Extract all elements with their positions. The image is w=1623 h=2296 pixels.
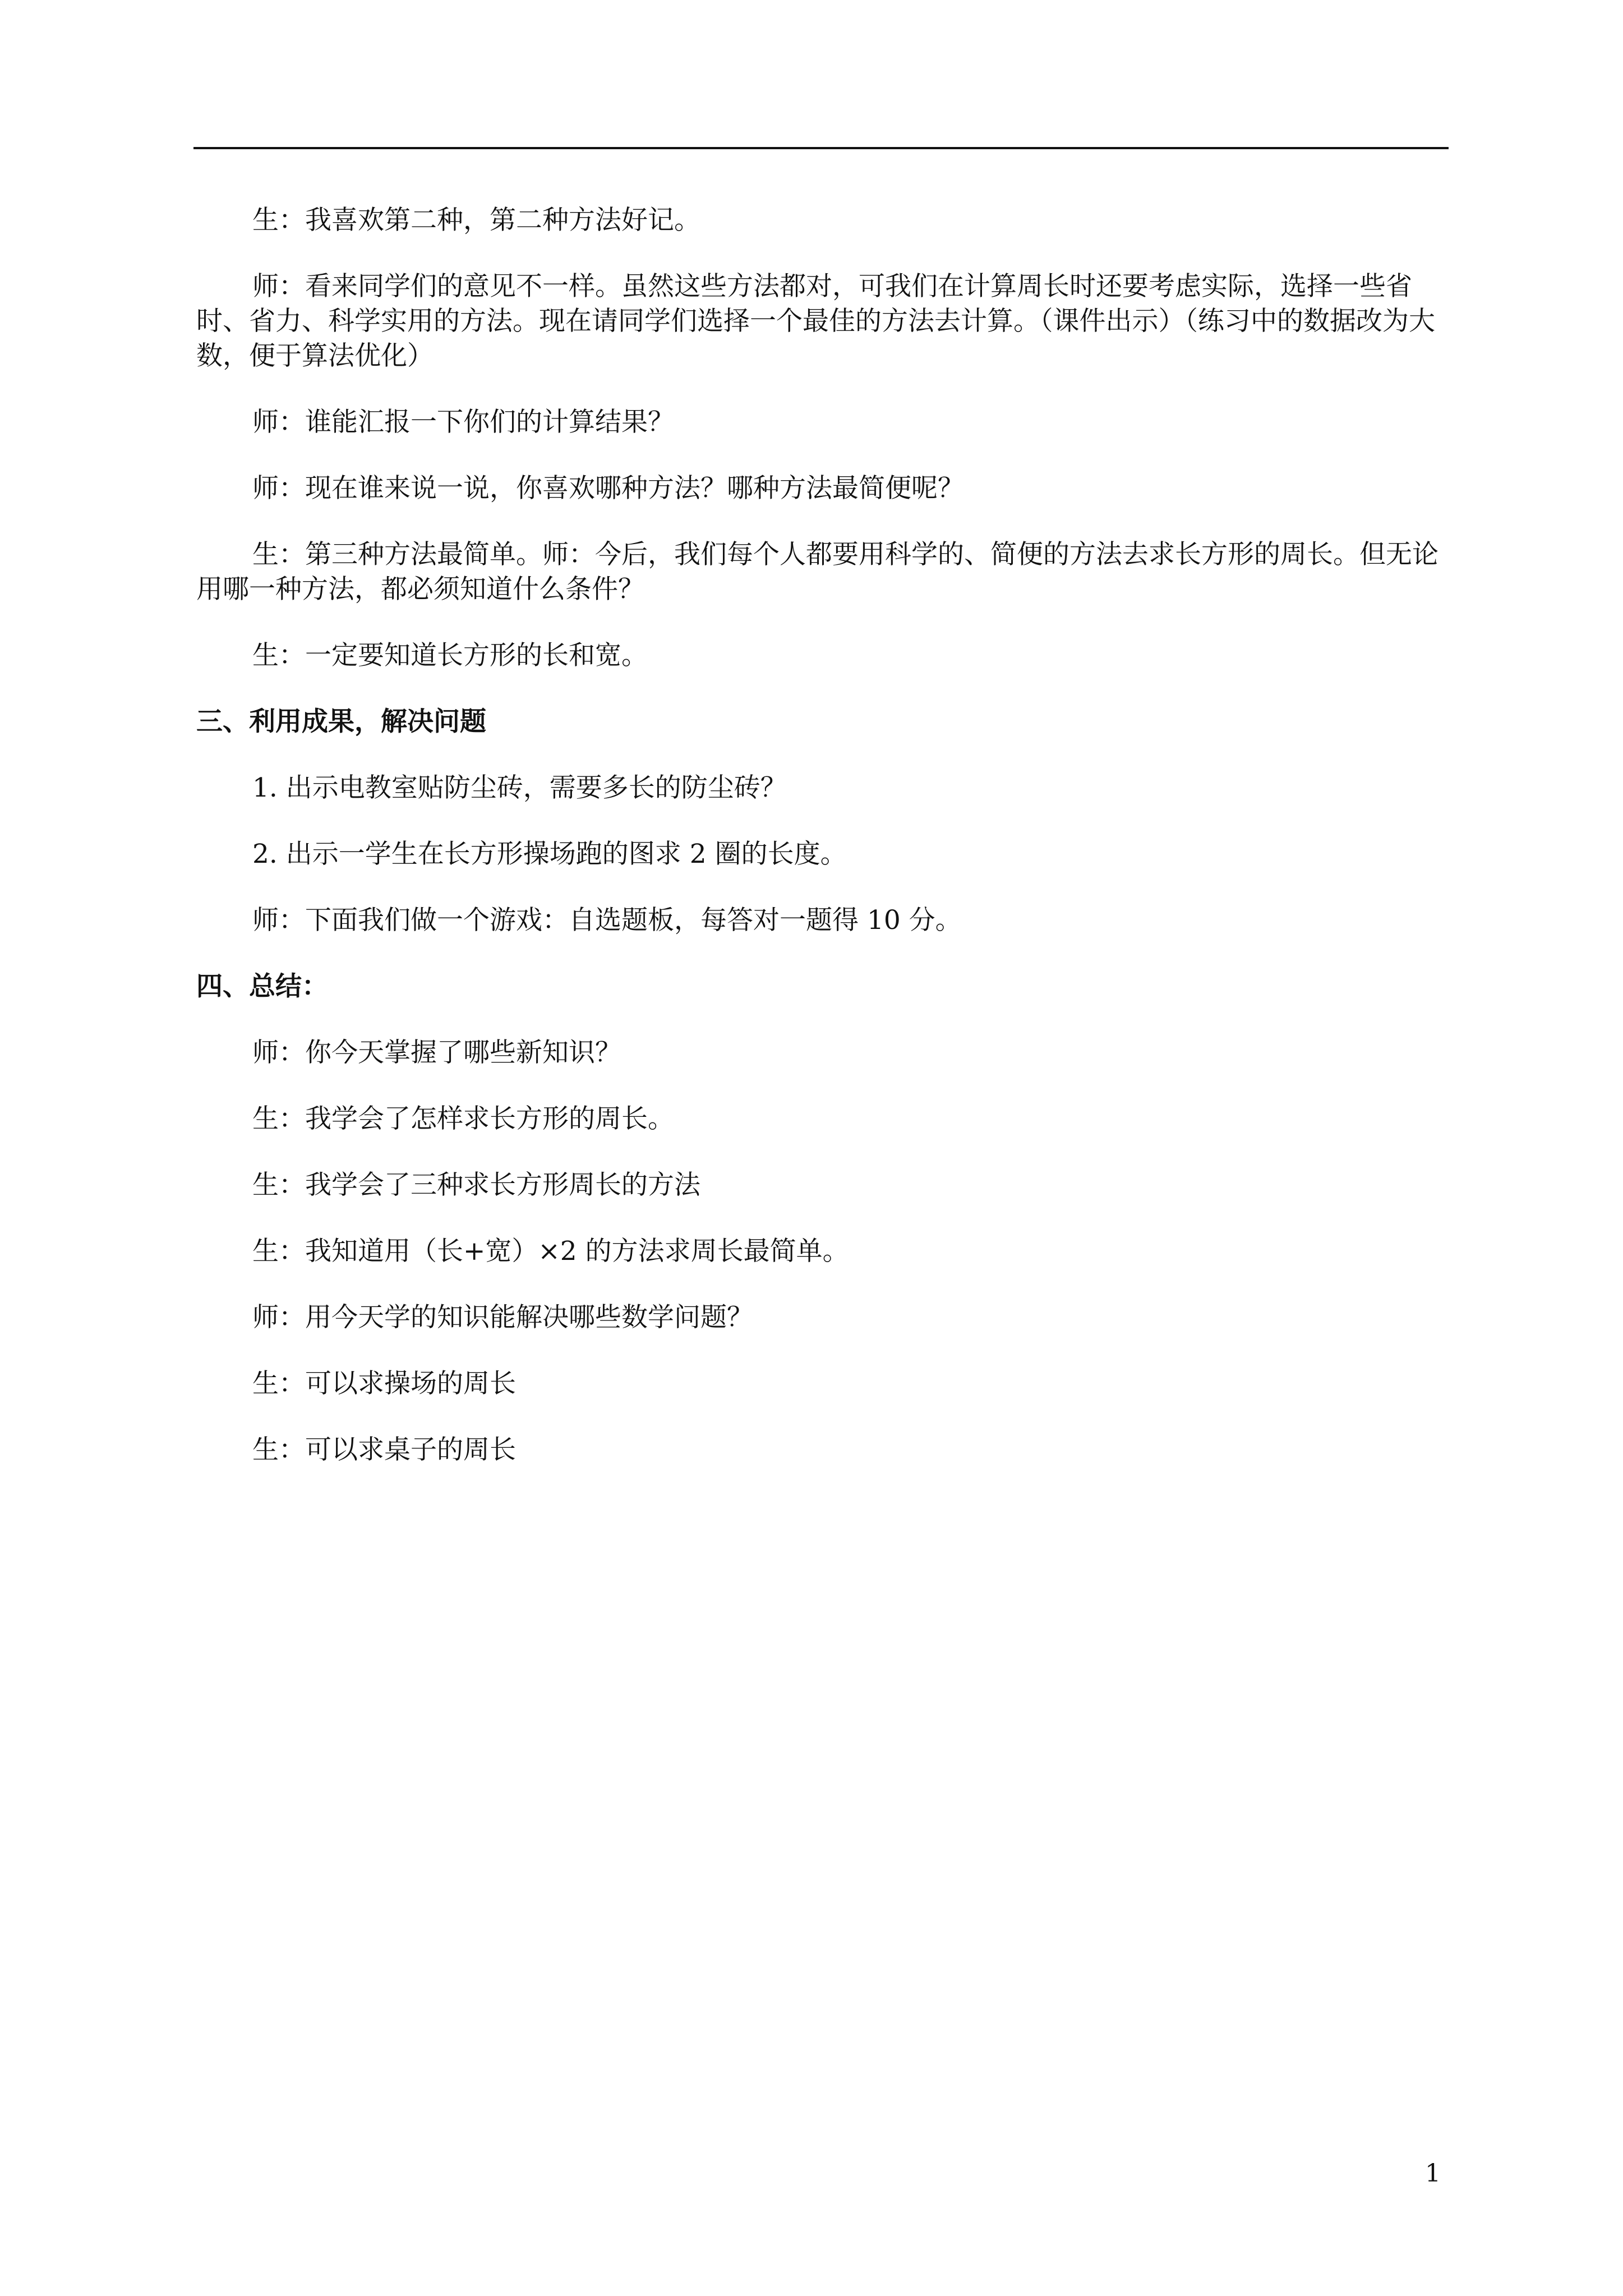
header-rule (193, 147, 1449, 149)
paragraph: 师：下面我们做一个游戏：自选题板，每答对一题得 10 分。 (252, 905, 962, 936)
paragraph: 生：我学会了三种求长方形周长的方法 (252, 1170, 700, 1200)
paragraph: 生：一定要知道长方形的长和宽。 (252, 640, 648, 671)
list-item: 1. 出示电教室贴防尘砖，需要多长的防尘砖？ (252, 772, 787, 803)
paragraph: 生：可以求操场的周长 (252, 1368, 516, 1399)
section-heading: 四、总结： (196, 971, 328, 1002)
paragraph: 师：你今天掌握了哪些新知识？ (252, 1037, 621, 1068)
paragraph: 师：看来同学们的意见不一样。虽然这些方法都对，可我们在计算周长时还要考虑实际，选择一些省时、省力、科学实用的方法。现在请同学们选择一个最佳的方法去计算。（课件出示）（练习中的数据改为大数，便于算法优化） (196, 271, 1435, 371)
page-number: 1 (1425, 2159, 1441, 2188)
section-heading: 三、利用成果，解决问题 (196, 706, 486, 737)
list-item: 2. 出示一学生在长方形操场跑的图求 2 圈的长度。 (252, 839, 847, 869)
paragraph: 生：我喜欢第二种，第二种方法好记。 (252, 205, 700, 236)
paragraph: 师：用今天学的知识能解决哪些数学问题？ (252, 1302, 753, 1333)
paragraph: 生：可以求桌子的周长 (252, 1434, 516, 1465)
paragraph: 生：我知道用（长+宽）×2 的方法求周长最简单。 (252, 1236, 849, 1267)
paragraph: 师：谁能汇报一下你们的计算结果？ (252, 407, 674, 438)
paragraph: 生：我学会了怎样求长方形的周长。 (252, 1103, 674, 1134)
paragraph: 师：现在谁来说一说，你喜欢哪种方法？哪种方法最简便呢？ (252, 473, 964, 504)
paragraph: 生：第三种方法最简单。师：今后，我们每个人都要用科学的、简便的方法去求长方形的周长。但无论用哪一种方法，都必须知道什么条件？ (196, 539, 1438, 605)
document-body (196, 203, 1448, 1499)
